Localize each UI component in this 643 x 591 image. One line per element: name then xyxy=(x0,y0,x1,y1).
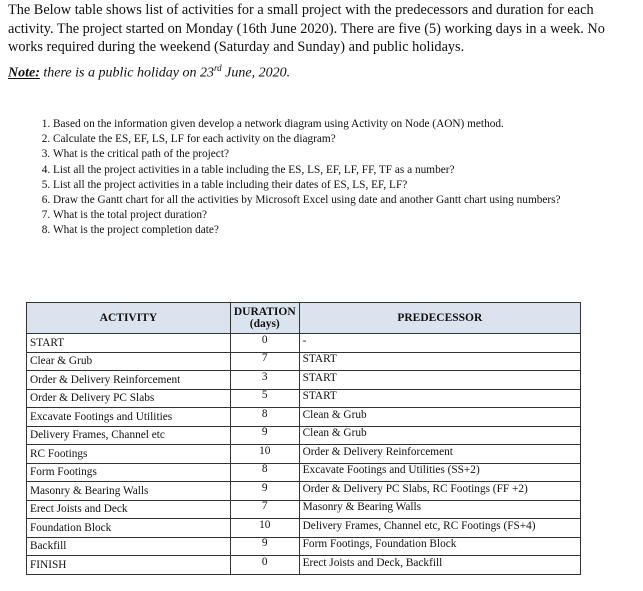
note-label: Note: xyxy=(8,65,40,81)
note-sup: rd xyxy=(213,63,222,73)
cell-activity: Form Footings xyxy=(27,463,231,482)
predecessor-value: Excavate Footings and Utilities (SS+2) xyxy=(302,464,480,477)
question-item: 4. List all the project activities in a table including the ES, LS, EF, LF, FF, TF as a number? xyxy=(53,163,643,178)
question-item: 6. Draw the Gantt chart for all the activities by Microsoft Excel using date and another Gantt chart using numbers? xyxy=(53,193,643,208)
cell-activity: Erect Joists and Deck xyxy=(27,500,231,519)
predecessor-value: Order & Delivery PC Slabs, RC Footings (FF +2) xyxy=(302,482,528,495)
table-row xyxy=(27,482,581,501)
table-row xyxy=(27,500,581,519)
table-row xyxy=(27,352,581,371)
cell-duration xyxy=(230,556,299,575)
cell-predecessor xyxy=(299,537,580,556)
duration-value: 7 xyxy=(261,500,268,513)
duration-value: 0 xyxy=(261,333,268,346)
cell-duration xyxy=(230,352,299,371)
note-text-post: June, 2020. xyxy=(221,65,291,81)
table-row xyxy=(27,334,581,353)
cell-activity: FINISH xyxy=(27,556,231,575)
table-row xyxy=(27,371,581,390)
duration-value: 9 xyxy=(261,426,268,439)
header-predecessor: PREDECESSOR xyxy=(299,303,580,334)
table-row xyxy=(27,426,581,445)
predecessor-value: START xyxy=(302,353,337,366)
duration-value: 0 xyxy=(261,555,268,568)
cell-duration xyxy=(230,426,299,445)
cell-activity: Delivery Frames, Channel etc xyxy=(27,426,231,445)
cell-activity: Masonry & Bearing Walls xyxy=(27,482,231,501)
table-row xyxy=(27,537,581,556)
duration-value: 7 xyxy=(261,352,268,365)
cell-duration xyxy=(230,371,299,390)
cell-predecessor xyxy=(299,500,580,519)
table-row xyxy=(27,389,581,408)
predecessor-value: Form Footings, Foundation Block xyxy=(302,538,457,551)
predecessor-value: Erect Joists and Deck, Backfill xyxy=(302,556,443,569)
activity-table xyxy=(26,302,581,575)
table-row xyxy=(27,519,581,538)
cell-predecessor xyxy=(299,445,580,464)
table-row xyxy=(27,445,581,464)
cell-duration xyxy=(230,537,299,556)
cell-predecessor xyxy=(299,389,580,408)
cell-activity: Order & Delivery Reinforcement xyxy=(27,371,231,390)
table-row xyxy=(27,556,581,575)
duration-value: 8 xyxy=(261,407,268,420)
intro-text: The Below table shows list of activities for a small project with the predecessors and duration for each activity. The project started on Monday (16th June 2020). There are five (5) working days in a week. No works required during the weekend (Saturday and Sunday) and public holidays. xyxy=(8,2,605,55)
table-row xyxy=(27,408,581,427)
duration-value: 9 xyxy=(261,537,268,550)
question-item: 2. Calculate the ES, EF, LS, LF for each activity on the diagram? xyxy=(53,132,643,147)
cell-duration xyxy=(230,463,299,482)
cell-duration xyxy=(230,500,299,519)
question-item: 5. List all the project activities in a table including their dates of ES, LS, EF, LF? xyxy=(53,178,643,193)
cell-predecessor xyxy=(299,556,580,575)
predecessor-value: Masonry & Bearing Walls xyxy=(302,501,422,514)
cell-duration xyxy=(230,389,299,408)
note-text-pre: there is a public holiday on 23 xyxy=(39,65,214,81)
cell-activity: Foundation Block xyxy=(27,519,231,538)
duration-value: 10 xyxy=(259,444,271,457)
cell-activity: Backfill xyxy=(27,537,231,556)
duration-value: 8 xyxy=(261,463,268,476)
cell-predecessor xyxy=(299,426,580,445)
cell-activity: Excavate Footings and Utilities xyxy=(27,408,231,427)
predecessor-value: Order & Delivery Reinforcement xyxy=(302,445,453,458)
note-line xyxy=(8,63,290,82)
table-header-row xyxy=(27,303,581,334)
question-item: 3. What is the critical path of the project? xyxy=(53,147,643,162)
cell-predecessor xyxy=(299,482,580,501)
cell-predecessor xyxy=(299,371,580,390)
cell-duration xyxy=(230,445,299,464)
question-list xyxy=(0,117,643,239)
header-activity: ACTIVITY xyxy=(27,303,231,334)
cell-activity: Clear & Grub xyxy=(27,352,231,371)
table-row xyxy=(27,463,581,482)
predecessor-value: Delivery Frames, Channel etc, RC Footings (FS+4) xyxy=(302,519,536,532)
predecessor-value: Clean & Grub xyxy=(302,408,367,421)
predecessor-value: START xyxy=(302,371,337,384)
duration-value: 10 xyxy=(259,518,271,531)
cell-activity: Order & Delivery PC Slabs xyxy=(27,389,231,408)
duration-value: 5 xyxy=(261,389,268,402)
cell-activity: START xyxy=(27,334,231,353)
question-item: 7. What is the total project duration? xyxy=(53,208,643,223)
header-duration-label: DURATION xyxy=(233,306,296,318)
cell-activity: RC Footings xyxy=(27,445,231,464)
predecessor-value: - xyxy=(302,334,307,347)
cell-duration xyxy=(230,334,299,353)
intro-paragraph xyxy=(8,1,636,57)
header-duration xyxy=(230,303,299,334)
duration-value: 3 xyxy=(261,370,268,383)
question-item: 1. Based on the information given develop a network diagram using Activity on Node (AON) method. xyxy=(53,117,643,132)
predecessor-value: Clean & Grub xyxy=(302,427,367,440)
predecessor-value: START xyxy=(302,390,337,403)
cell-predecessor xyxy=(299,408,580,427)
question-item: 8. What is the project completion date? xyxy=(53,223,643,238)
cell-duration xyxy=(230,408,299,427)
cell-predecessor xyxy=(299,334,580,353)
cell-predecessor xyxy=(299,352,580,371)
cell-predecessor xyxy=(299,519,580,538)
duration-value: 9 xyxy=(261,481,268,494)
cell-predecessor xyxy=(299,463,580,482)
header-duration-unit: (days) xyxy=(249,318,280,330)
cell-duration xyxy=(230,519,299,538)
cell-duration xyxy=(230,482,299,501)
